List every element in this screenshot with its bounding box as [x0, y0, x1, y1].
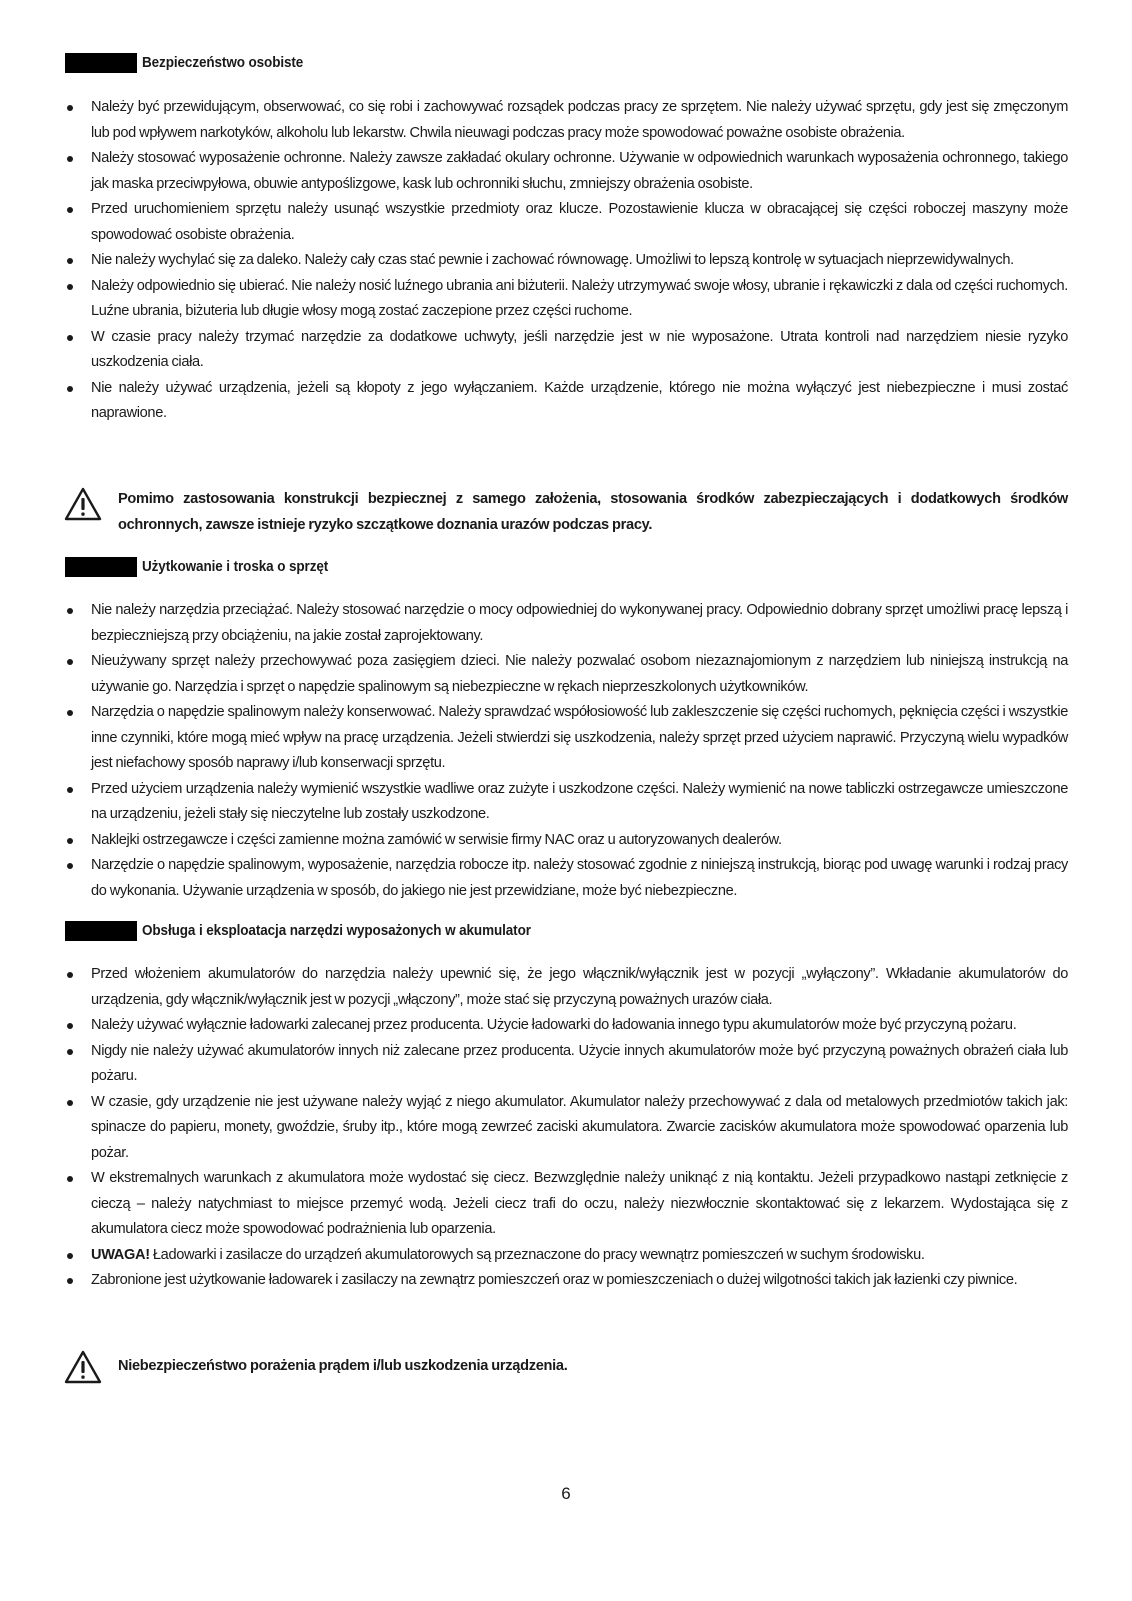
section-title: Obsługa i eksploatacja narzędzi wyposażonych w akumulator	[142, 923, 531, 939]
list-item: Nigdy nie należy używać akumulatorów innych niż zalecane przez producenta. Użycie innych akumulatorów może być przyczyną poważnych obrażeń ciała lub pożaru.	[64, 1039, 1068, 1090]
page-number: 6	[561, 1484, 571, 1503]
section-title: Użytkowanie i troska o sprzęt	[142, 559, 329, 575]
personal-safety-list	[64, 95, 1068, 427]
section-title: Bezpieczeństwo osobiste	[142, 55, 304, 71]
list-item: Należy odpowiednio się ubierać. Nie należy nosić luźnego ubrania ani biżuterii. Należy utrzymywać swoje włosy, ubranie i rękawiczki z dala od części ruchomych. Luźne ubrania, biżuteria lub długie włosy mogą zostać zaczepione przez części ruchome.	[64, 274, 1068, 325]
list-item: Narzędzia o napędzie spalinowym należy konserwować. Należy sprawdzać współosiowość lub zakleszczenie się części ruchomych, pęknięcia części i wszystkie inne czynniki, które mogą mieć wpływ na pracę urządzenia. Jeżeli stwierdzi się uszkodzenia, należy sprzęt przed użyciem naprawić. Przyczyną wielu wypadków jest niefachowy sposób naprawy i/lub konserwacji sprzętu.	[64, 700, 1068, 777]
electric-shock-warning	[64, 1350, 1068, 1384]
list-item: Przed włożeniem akumulatorów do narzędzia należy upewnić się, że jego włącznik/wyłącznik jest w pozycji „wyłączony”. Wkładanie akumulatorów do urządzenia, gdy włącznik/wyłącznik jest w pozycji „włączony”, może stać się przyczyną poważnych urazów ciała.	[64, 962, 1068, 1013]
list-item: Nieużywany sprzęt należy przechowywać poza zasięgiem dzieci. Nie należy pozwalać osobom niezaznajomionym z narzędziem lub niniejszą instrukcją na używanie go. Narzędzia i sprzęt o napędzie spalinowym są niebezpieczne w rękach nieprzeszkolonych użytkowników.	[64, 649, 1068, 700]
warning-triangle-icon	[64, 1350, 102, 1384]
list-item: Nie należy wychylać się za daleko. Należy cały czas stać pewnie i zachować równowagę. Umożliwi to lepszą kontrolę w sytuacjach nieprzewidywalnych.	[64, 248, 1068, 274]
section-heading-battery-tools	[65, 921, 560, 941]
battery-tools-list	[64, 962, 1068, 1294]
list-item: Należy używać wyłącznie ładowarki zalecanej przez producenta. Użycie ładowarki do ładowania innego typu akumulatorów może być przyczyną pożaru.	[64, 1013, 1068, 1039]
uwaga-label: UWAGA!	[91, 1246, 150, 1263]
section-heading-personal-safety	[65, 53, 315, 73]
heading-black-bar	[65, 53, 137, 73]
list-item: Zabronione jest użytkowanie ładowarek i zasilaczy na zewnątrz pomieszczeń oraz w pomieszczeniach o dużej wilgotności takich jak łazienki czy piwnice.	[64, 1268, 1068, 1294]
list-item: Narzędzie o napędzie spalinowym, wyposażenie, narzędzia robocze itp. należy stosować zgodnie z niniejszą instrukcją, biorąc pod uwagę warunki i rodzaj pracy do wykonania. Używanie urządzenia w sposób, do jakiego nie jest przewidziane, może być niebezpieczne.	[64, 853, 1068, 904]
heading-black-bar	[65, 557, 137, 577]
list-item: Przed uruchomieniem sprzętu należy usunąć wszystkie przedmioty oraz klucze. Pozostawienie klucza w obracającej się części roboczej maszyny może spowodować osobiste obrażenia.	[64, 197, 1068, 248]
list-item: W czasie, gdy urządzenie nie jest używane należy wyjąć z niego akumulator. Akumulator należy przechowywać z dala od metalowych przedmiotów takich jak: spinacze do papieru, monety, gwoździe, śruby itp., które mogą zewrzeć zaciski akumulatora. Zwarcie zacisków akumulatora może spowodować oparzenia lub pożar.	[64, 1090, 1068, 1167]
residual-risk-warning	[64, 487, 1068, 538]
list-item: Nie należy narzędzia przeciążać. Należy stosować narzędzie o mocy odpowiedniej do wykonywanej pracy. Odpowiednio dobrany sprzęt umożliwi pracę lepszą i bezpieczniejszą przy obciążeniu, na jakie został zaprojektowany.	[64, 598, 1068, 649]
list-item: Należy być przewidującym, obserwować, co się robi i zachowywać rozsądek podczas pracy ze sprzętem. Nie należy używać sprzętu, gdy jest się zmęczonym lub pod wpływem narkotyków, alkoholu lub lekarstw. Chwila nieuwagi podczas pracy może spowodować poważne osobiste obrażenia.	[64, 95, 1068, 146]
list-item: W czasie pracy należy trzymać narzędzie za dodatkowe uchwyty, jeśli narzędzie jest w nie wyposażone. Utrata kontroli nad narzędziem niesie ryzyko uszkodzenia ciała.	[64, 325, 1068, 376]
use-and-care-list	[64, 598, 1068, 904]
warning-text: Pomimo zastosowania konstrukcji bezpiecznej z samego założenia, stosowania środków zabezpieczających i dodatkowych środków ochronnych, zawsze istnieje ryzyko szczątkowe doznania urazów podczas pracy.	[118, 491, 1068, 533]
list-item-uwaga	[64, 1243, 1068, 1269]
warning-triangle-icon	[64, 487, 102, 521]
uwaga-text: Ładowarki i zasilacze do urządzeń akumulatorowych są przeznaczone do pracy wewnątrz pomieszczeń w suchym środowisku.	[149, 1246, 925, 1263]
list-item: Nie należy używać urządzenia, jeżeli są kłopoty z jego wyłączaniem. Każde urządzenie, którego nie można wyłączyć jest niebezpieczne i musi zostać naprawione.	[64, 376, 1068, 427]
heading-black-bar	[65, 921, 137, 941]
list-item: Naklejki ostrzegawcze i części zamienne można zamówić w serwisie firmy NAC oraz u autoryzowanych dealerów.	[64, 828, 1068, 854]
section-heading-use-and-care	[65, 557, 342, 577]
list-item: Należy stosować wyposażenie ochronne. Należy zawsze zakładać okulary ochronne. Używanie w odpowiednich warunkach wyposażenia ochronnego, takiego jak maska przeciwpyłowa, obuwie antypoślizgowe, kask lub ochronniki słuchu, zmniejszy obrażenia osobiste.	[64, 146, 1068, 197]
warning-text: Niebezpieczeństwo porażenia prądem i/lub uszkodzenia urządzenia.	[118, 1358, 568, 1374]
list-item: W ekstremalnych warunkach z akumulatora może wydostać się ciecz. Bezwzględnie należy uniknąć z nią kontaktu. Jeżeli przypadkowo nastąpi zetknięcie z cieczą – należy natychmiast to miejsce przemyć wodą. Jeżeli ciecz trafi do oczu, należy niezwłocznie skontaktować się z lekarzem. Wydostająca się z akumulatora ciecz może spowodować podrażnienia lub oparzenia.	[64, 1166, 1068, 1243]
list-item: Przed użyciem urządzenia należy wymienić wszystkie wadliwe oraz zużyte i uszkodzone części. Należy wymienić na nowe tabliczki ostrzegawcze umieszczone na urządzeniu, jeżeli stały się nieczytelne lub zostały uszkodzone.	[64, 777, 1068, 828]
